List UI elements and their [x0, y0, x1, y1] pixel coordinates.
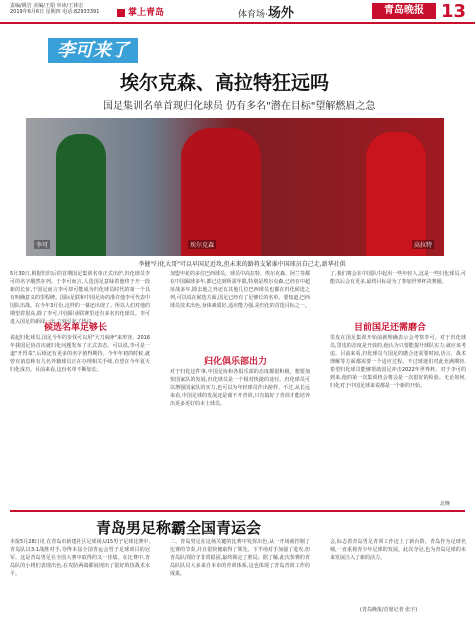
article-text: 里皮在国足集训开始前就明确表示会考察李可。对于归化球员,里皮的态度是开放的,他认为只要能提升球队实力,就应该考虑。目前来看,归化球员与国足的磨合还需要时间,语言、战术理解等方面都需要一个适应过程。不过球迷们对此充满期待,希望归化球员能够帮助国足冲击2022年世界杯。对于李可的到来,他的第一次集训机会将会是一次很好的检验。无论如何,归化对于中国足球来说都是一个新的开始。 — [330, 335, 466, 389]
player-figure — [181, 128, 261, 256]
section-name: 场外 — [267, 6, 294, 21]
story-headline: 青岛男足称霸全国青运会 — [96, 519, 262, 537]
main-headline: 埃尔克森、高拉特狂远吗 — [120, 72, 330, 94]
logo-icon — [117, 9, 125, 17]
photo-label: 埃尔克森 — [190, 242, 215, 249]
newspaper-masthead: 青岛晚报 — [372, 3, 436, 19]
feature-photo — [26, 118, 444, 256]
section-prefix: 体育场· — [238, 10, 268, 20]
article-author: 北晚 — [440, 501, 451, 507]
kicker-title: 李可来了 — [48, 38, 138, 63]
photo-label: 高拉特 — [414, 242, 433, 249]
story-byline: (青岛晚报/首席记者 张宇) — [360, 607, 418, 613]
article-text: 了,我们将会在中国队中起用一些年轻人,这是一些归化球员,可能以后会有更多,最终目标是为了参加世界杯决赛圈。 — [330, 271, 466, 285]
article-text: 会,标志着青岛男足青训工作迈上了新台阶。青岛作为足球名城,一直重视青少年足球的发展。此次夺冠,也为青岛足球的未来发展注入了新的活力。 — [330, 539, 466, 561]
photo-label: 李可 — [36, 242, 49, 249]
player-figure — [56, 134, 106, 256]
article-text: 二、青岛男足在这场关键的比赛中发挥出色,从一开场就控制了比赛的节奏,并且很快便取得了领先。下半场对手加强了进攻,但青岛队的防守非常稳固,最终锁定了胜局。据了解,此次参赛的青岛队队员大多来自本市的青训体系,这也体现了青岛青训工作的成果。 — [170, 539, 310, 577]
section-title — [238, 2, 294, 21]
article-text: 5月30日,根据归归后的首期国足集训名单正式出炉,归化球员李可的名字醒然在列。于李可而言,人选国足意味着他终于开一段新的长征,于国足而言李可却可能成为归化球员时代的第一个具有明确意义的里程碑。国际足联和中国足协的准许他李可代表中国队出战。在今年3月份,这样的一幕还出现了。所以人们对他的期望着很高,除了李可,中国职业联赛里还有多名归化球员。李可进入国足的新闻一出,立刻引起了热议。 — [10, 271, 151, 325]
page-header — [0, 0, 475, 24]
page-number: 13 — [441, 1, 467, 22]
article-text: 说起归化球员,国足今年的步伐可以用"大刀阔斧"来形容。2016年我国足协首次就归化问题发布了正式表态。可以说,李可是一道"开胃菜",后续还有更多的名字值得期待。今年年初的时候,就曾有消息称有几名外籍球员正在办理相关手续,有望在今年夏天归化成功。目前来看,这份名单不断加长。 — [10, 335, 150, 373]
sub-headline: 国足集训名单首现归化球员 仍有多名"潜在目标"望解燃眉之急 — [103, 101, 376, 112]
logo-text: 掌上青岛 — [128, 8, 165, 18]
photo-caption: 李健"归化大哥"可以早国足近攻,但未来的路将支紧谁中国球员自己走,新华社供 — [138, 261, 346, 268]
section-subheading: 目前国足还需磨合 — [354, 323, 427, 333]
section-divider — [10, 510, 465, 512]
article-text: 对于归化这件事,中国足协和各俱乐部的态度都很积极。想要加快国家队的发展,归化球员是一个相对快捷的途径。归化球员可以增强国家队的实力,也可以为年轻球员作出榜样。不过,从长远来看,中国足球的发展还是离不开青训,只有搞好了青训才能培养出更多更好的本土球员。 — [170, 369, 310, 407]
app-logo[interactable] — [117, 5, 164, 18]
article-text: 加盟申花的多位巴西球员。球员中高拉特、埃尔克森、阿兰等都在中国踢球多年,都已达到所需年限,特别是埃尔克森,已经在中超征战多年,除去他之外还有其他几位巴西球员也都在归化候选之列,可以说在候选方面,国足已经有了足够长的名单。要知道,巴西球员技术出色,身体素质好,适应能力强,是归化的首选目标之一。 — [170, 271, 311, 309]
header-meta-line: 责编/姚岩 美编/王娟 审读/王林宏 — [10, 3, 84, 9]
player-figure — [366, 132, 426, 256]
section-subheading: 候选名单足够长 — [44, 323, 108, 333]
article-text: 本报5月28日讯 在青岛市新建社区足球场,U15男子足球比赛中,青岛队以3:1战胜对手,夺得本届全国青运会男子足球项目的冠军。这是青岛男足在全国大赛中取得的又一佳绩。在比赛中,青岛队的小将们表现出色,在攻防两端都展现出了很好的技战术水平。 — [10, 539, 150, 577]
header-meta — [10, 3, 100, 15]
header-meta-line: 2019年6月6日 星期四 电话:82933391 — [10, 9, 100, 15]
section-subheading: 归化俱乐部出力 — [204, 357, 268, 367]
